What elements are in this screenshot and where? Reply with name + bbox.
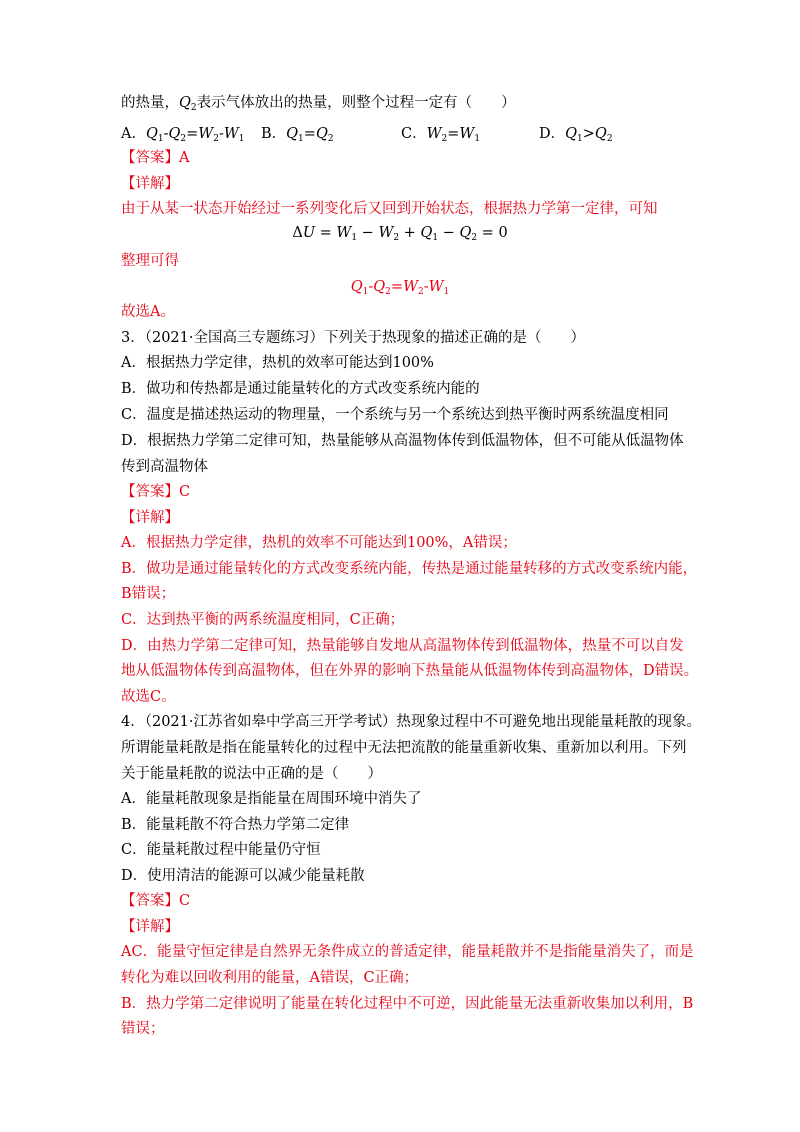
q4-option-c: C．能量耗散过程中能量仍守恒	[121, 842, 321, 858]
q3-detail-label: 【详解】	[121, 510, 179, 526]
q2-option-a: A．$Q_1-Q_2=W_2-W_1$	[121, 126, 245, 144]
q3-answer: 【答案】C	[121, 484, 191, 500]
q2-options	[121, 124, 613, 144]
q2-conclusion: 故选A。	[121, 304, 175, 320]
q3-conclusion: 故选C。	[121, 689, 176, 705]
q3-option-d-line-2: 传到高温物体	[121, 459, 208, 475]
q3-option-a: A．根据热力学定律，热机的效率可能达到100%	[121, 355, 434, 371]
q4-answer: 【答案】C	[121, 893, 191, 909]
q3-explain-b-line-1: B．做功是通过能量转化的方式改变系统内能，传热是通过能量转移的方式改变系统内能，	[121, 561, 698, 577]
q2-equation-1: $\Delta U = W_1 - W_2 + Q_1 - Q_2 = 0$	[292, 225, 508, 243]
q2-stem-text-2: 表示气体放出的热量，则整个过程一定有（ ）	[196, 95, 516, 111]
q3-stem: 3．（2021·全国高三专题练习）下列关于热现象的描述正确的是（ ）	[121, 330, 585, 346]
q3-explain-a: A．根据热力学定律，热机的效率不可能达到100%，A错误；	[121, 535, 517, 551]
q4-explain-b-line-1: B．热力学第二定律说明了能量在转化过程中不可逆，因此能量无法重新收集加以利用，B	[121, 996, 694, 1012]
q3-explain-c: C．达到热平衡的两系统温度相同，C正确；	[121, 612, 405, 628]
q3-explain-b-line-2: B错误；	[121, 586, 176, 602]
q2-explain-2: 整理可得	[121, 253, 179, 269]
q3-option-d-line-1: D．根据热力学第二定律可知，热量能够从高温物体传到低温物体，但不可能从低温物体	[121, 433, 684, 449]
q2-option-d: D．$Q_1>Q_2$	[539, 126, 613, 144]
q4-stem-line-1: 4．（2021·江苏省如皋中学高三开学考试）热现象过程中不可避免地出现能量耗散的现象。	[121, 714, 701, 730]
q3-option-b: B．做功和传热都是通过能量转化的方式改变系统内能的	[121, 381, 480, 397]
q4-option-d: D．使用清洁的能源可以减少能量耗散	[121, 868, 365, 884]
q4-option-a: A．能量耗散现象是指能量在周围环境中消失了	[121, 791, 422, 807]
q3-option-c: C．温度是描述热运动的物理量，一个系统与另一个系统达到热平衡时两系统温度相同	[121, 407, 669, 423]
q3-explain-d-line-1: D．由热力学第二定律可知，热量能够自发地从高温物体传到低温物体，热量不可以自发	[121, 638, 684, 654]
q2-detail-label: 【详解】	[121, 176, 179, 192]
q2-option-b: B．$Q_1=Q_2$	[261, 126, 334, 144]
q4-stem-line-2: 所谓能量耗散是指在能量转化的过程中无法把流散的能量重新收集、重新加以利用。下列	[121, 740, 687, 756]
q2-option-c: C．$W_2=W_1$	[401, 126, 481, 144]
q2-stem-tail: 的热量，$Q_2$表示气体放出的热量，则整个过程一定有（ ）	[121, 95, 516, 113]
q2-stem-text-1: 的热量，	[121, 95, 179, 111]
q2-explain-1: 由于从某一状态开始经过一系列变化后又回到开始状态，根据热力学第一定律，可知	[121, 201, 658, 217]
q4-stem-line-3: 关于能量耗散的说法中正确的是（ ）	[121, 766, 382, 782]
q2-answer: 【答案】A	[121, 150, 190, 166]
q3-explain-d-line-2: 地从低温物体传到高温物体，但在外界的影响下热量能从低温物体传到高温物体，D错误。	[121, 663, 699, 679]
q4-explain-ac-line-1: AC．能量守恒定律是自然界无条件成立的普适定律，能量耗散并不是指能量消失了，而是	[121, 944, 694, 960]
q4-explain-b-line-2: 错误；	[121, 1021, 165, 1037]
q4-option-b: B．能量耗散不符合热力学第二定律	[121, 817, 350, 833]
q4-explain-ac-line-2: 转化为难以回收利用的能量，A错误，C正确；	[121, 970, 419, 986]
q2-equation-2: $Q_1-Q_2=W_2-W_1$	[350, 279, 450, 297]
q4-detail-label: 【详解】	[121, 919, 179, 935]
